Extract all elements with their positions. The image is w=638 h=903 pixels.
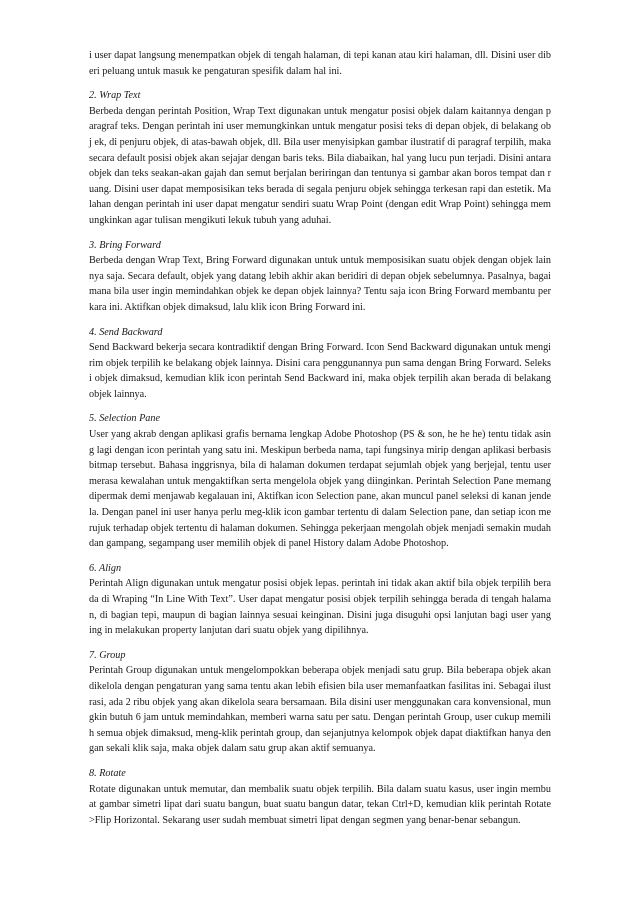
- section-heading: 5. Selection Pane: [89, 413, 161, 425]
- document-page: [89, 48, 551, 828]
- section-heading: 2. Wrap Text: [89, 90, 141, 102]
- section-heading: 6. Align: [89, 562, 122, 574]
- section-body: Berbeda dengan Wrap Text, Bring Forward digunakan untuk untuk memposisikan suatu objek dengan objek lain nya saja. Secara default, objek yang datang lebih akhir akan beridiri di depan objek sebelumnya. Pasalnya, bagai mana bila user ingin memindahkan objek ke depan objek lainnya? Tentu saja icon Bring Forward membantu per kara ini. Aktifkan objek dimaksud, lalu klik icon Bring Forward ini.: [89, 255, 551, 313]
- section-heading: 8. Rotate: [89, 767, 126, 779]
- section-send-backward: [89, 325, 551, 403]
- section-rotate: [89, 766, 551, 828]
- section-selection-pane: [89, 411, 551, 551]
- section-body: User yang akrab dengan aplikasi grafis bernama lengkap Adobe Photoshop (PS & son, he he he) tentu tidak asin g lagi dengan icon perintah yang satu ini. Meskipun berbeda nama, tapi fungsinya mirip dengan aplikasi berbasis bitmap tersebut. Bahasa inggrisnya, bila di halaman dokumen terdapat sejumlah objek yang berjejal, tentu user merasa kewalahan untuk mengaktifkan serta mengelola objek yang diinginkan. Perintah Selection Pane memang dipermak demi menjawab kegalauan ini, Aktifkan icon Selection pane, akan muncul panel seleksi di kanan jende la. Dengan panel ini user hanya perlu meg-klik icon gambar tertentu di dalam Selection pane, dan setiap icon me rujuk terhadap objek tertentu di halaman dokumen. Sehingga pekerjaan mengolah objek menjadi semakin mudah dan gampang, segampang user memilih objek di panel History dalam Adobe Photoshop.: [89, 429, 551, 550]
- section-body: Perintah Group digunakan untuk mengelompokkan beberapa objek menjadi satu grup. Bila beberapa objek akan dikelola dengan pengaturan yang sama tentu akan lebih efisien bila user memanfaatkan fasilitas ini. Sebagai ilust rasi, ada 2 ribu objek yang akan dikelola seara bersamaan. Bila disini user menggunakan cara konvensional, mun gkin butuh 6 jam untuk memindahkan, memberi warna satu per satu. Dengan perintah Group, user cukup memili h semua objek dimaksud, meng-klik perintah group, dan sejanjutnya kelompok objek dapat diaktifkan hanya den gan sekali klik saja, maka objek dalam satu grup akan aktif semuanya.: [89, 665, 551, 755]
- section-heading: 4. Send Backward: [89, 326, 163, 338]
- section-body: Send Backward bekerja secara kontradiktif dengan Bring Forward. Icon Send Backward digunakan untuk mengi rim objek terpilih ke belakang objek lainnya. Disini cara penggunannya pun sama dengan Bring Forward. Seleks i objek dimaksud, kemudian klik icon perintah Send Backward ini, maka objek terpilih akan berada di belakang objek lainnya.: [89, 342, 551, 400]
- section-group: [89, 648, 551, 757]
- intro-paragraph: i user dapat langsung menempatkan objek di tengah halaman, di tepi kanan atau kiri halaman, dll. Disini user dib eri peluang untuk masuk ke pengaturan spesifik dalam hal ini.: [89, 50, 551, 77]
- section-heading: 7. Group: [89, 649, 126, 661]
- section-heading: 3. Bring Forward: [89, 239, 161, 251]
- section-align: [89, 561, 551, 639]
- section-body: Rotate digunakan untuk memutar, dan membalik suatu objek terpilih. Bila dalam suatu kasus, user ingin membu at gambar simetri lipat dari suatu bangun, buat suatu bangun datar, tekan Ctrl+D, kemudian klik perintah Rotate >Flip Horizontal. Sekarang user sudah membuat simetri lipat dengan segmen yang benar-benar sebangun.: [89, 783, 551, 826]
- section-wrap-text: [89, 88, 551, 228]
- section-bring-forward: [89, 238, 551, 316]
- section-body: Berbeda dengan perintah Position, Wrap Text digunakan untuk mengatur posisi objek dalam kaitannya dengan p aragraf teks. Dengan perintah ini user memungkinkan untuk mengatur posisi teks di depan objek, di belakang ob j ek, di penjuru objek, di atas-bawah objek, dll. Bila user menyisipkan gambar ilustratif di paragraf terpilih, maka secara default posisi objek akan sejajar dengan baris teks. Bila diabaikan, hal yang lucu pun terjadi. Disini antara objek dan teks seakan-akan gajah dan semut berjalan beriringan dan tentunya si gambar akan boros tempat dan r uang. Disini user dapat memposisikan teks berada di segala penjuru objek sehingga terkesan rapi dan estetik. Ma lahan dengan perintah ini user dapat mengatur sendiri suatu Wrap Point (dengan edit Wrap Point) sehingga mem ungkinkan agar tulisan mengikuti lekuk tubuh yang aduhai.: [89, 105, 551, 226]
- section-body: Perintah Align digunakan untuk mengatur posisi objek lepas. perintah ini tidak akan aktif bila objek terpilih bera da di Wraping “In Line With Text”. User dapat mengatur posisi objek terpilih sehingga berada di tengah halama n, di bagian tepi, maupun di bagian lainnya sesuai keinginan. Disini juga disuguhi opsi lanjutan bagi user yang ing in melakukan property lanjutan dari suatu objek yang dipilihnya.: [89, 578, 551, 637]
